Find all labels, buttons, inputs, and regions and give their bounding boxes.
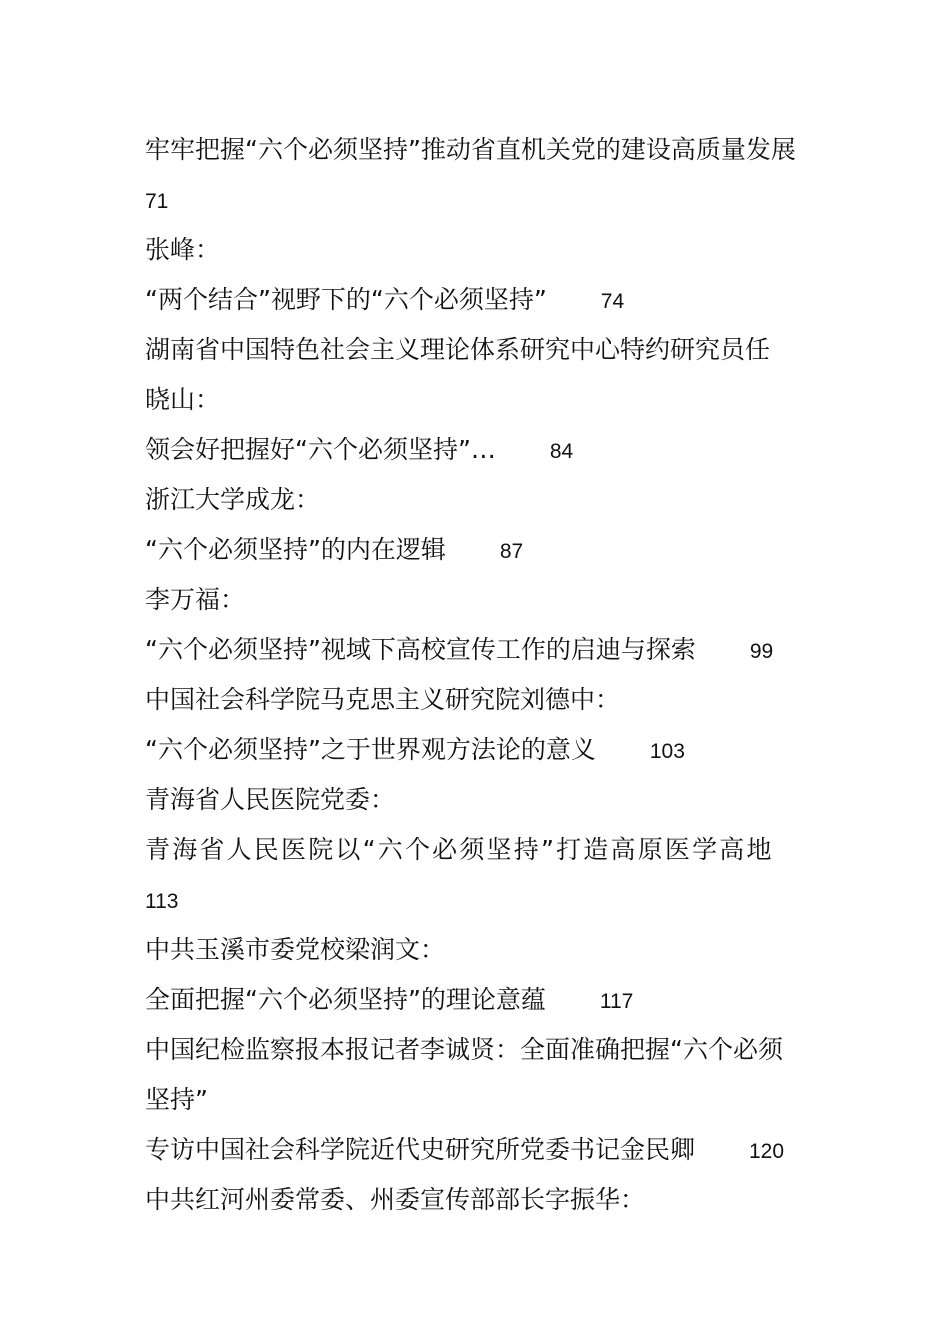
toc-page-number-line	[145, 175, 815, 225]
toc-title-text: 专访中国社会科学院近代史研究所党委书记金民卿	[145, 1135, 696, 1164]
toc-author	[145, 675, 815, 725]
toc-title-text: “两个结合”视野下的“六个必须坚持”	[145, 285, 547, 314]
toc-author-text: 中共玉溪市委党校梁润文：	[145, 935, 446, 964]
toc-author	[145, 925, 815, 975]
toc-author	[145, 225, 815, 275]
toc-entry-title	[145, 975, 815, 1025]
toc-entry-title	[145, 425, 815, 475]
toc-author	[145, 475, 815, 525]
toc-author-text: 张峰：	[145, 235, 221, 264]
toc-page-number: 120	[748, 1140, 785, 1163]
toc-author-text: 晓山：	[145, 385, 221, 414]
toc-author-text: 中共红河州委常委、州委宣传部部长字振华：	[145, 1185, 646, 1214]
toc-title-text: 牢牢把握“六个必须坚持”推动省直机关党的建设高质量发展	[145, 135, 796, 164]
toc-page-number: 87	[499, 540, 524, 563]
toc-title-text: 青海省人民医院以“六个必须坚持”打造高原医学高地	[145, 835, 774, 864]
toc-author	[145, 775, 815, 825]
toc-entry-title	[145, 825, 815, 875]
toc-author	[145, 575, 815, 625]
toc-author	[145, 1175, 815, 1225]
toc-page-number-line	[145, 875, 815, 925]
toc-author	[145, 375, 815, 425]
toc-entry-title	[145, 125, 815, 175]
toc-title-text: 全面把握“六个必须坚持”的理论意蕴	[145, 985, 546, 1014]
toc-page-number: 103	[649, 740, 685, 763]
toc-author-text: 青海省人民医院党委：	[145, 785, 396, 814]
toc-page-number: 74	[600, 290, 625, 313]
toc-title-text: “六个必须坚持”之于世界观方法论的意义	[145, 735, 596, 764]
toc-author-text: 中国社会科学院马克思主义研究院刘德中：	[145, 685, 621, 714]
toc-author-text: 坚持”	[145, 1085, 208, 1114]
toc-author-text: 李万福：	[145, 585, 246, 614]
toc-title-text: “六个必须坚持”的内在逻辑	[145, 535, 446, 564]
toc-page-number: 84	[549, 440, 574, 463]
toc-entry-title	[145, 625, 815, 675]
toc-title-text: “六个必须坚持”视域下高校宣传工作的启迪与探索	[145, 635, 696, 664]
toc-author	[145, 325, 815, 375]
toc-entry-title	[145, 275, 815, 325]
toc-entry-title	[145, 1125, 815, 1175]
toc-title-text: 领会好把握好“六个必须坚持”…	[145, 435, 496, 464]
toc-entry-title	[145, 525, 815, 575]
toc-page-number: 113	[145, 890, 179, 913]
toc-page-number: 117	[599, 990, 634, 1013]
toc-page-number: 71	[145, 190, 169, 213]
toc-entry-title	[145, 725, 815, 775]
toc-author-text: 中国纪检监察报本报记者李诚贤：全面准确把握“六个必须	[145, 1035, 783, 1064]
toc-author	[145, 1025, 815, 1075]
toc-author-text: 湖南省中国特色社会主义理论体系研究中心特约研究员任	[145, 335, 771, 364]
toc-page-number: 99	[749, 640, 774, 663]
toc-author	[145, 1075, 815, 1125]
table-of-contents	[145, 125, 815, 1225]
toc-author-text: 浙江大学成龙：	[145, 485, 321, 514]
